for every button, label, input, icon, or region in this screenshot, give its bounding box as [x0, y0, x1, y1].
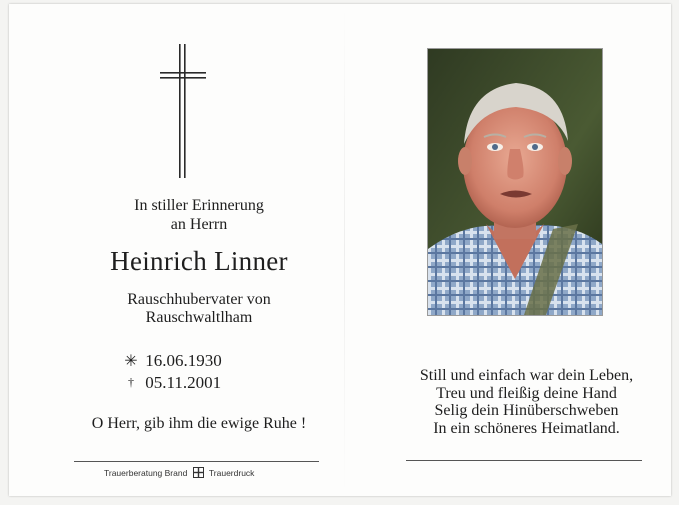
- verse-line-1: Still und einfach war dein Leben,: [419, 367, 634, 384]
- cross-icon: [160, 44, 206, 178]
- birth-star-icon: ✳: [124, 353, 138, 370]
- portrait-photo: [427, 48, 603, 316]
- publisher-imprint: [104, 467, 254, 478]
- memorial-verse: [404, 367, 649, 437]
- birth-date: 16.06.1930: [145, 351, 222, 370]
- publisher-print: Trauerdruck: [208, 468, 255, 478]
- left-divider: [74, 461, 319, 462]
- prayer-line: O Herr, gib ihm die ewige Ruhe !: [91, 415, 307, 432]
- life-dates: [121, 350, 222, 393]
- death-dagger-icon: †: [128, 375, 134, 389]
- verse-line-3: Selig dein Hinüberschweben: [434, 402, 619, 419]
- fold-line: [344, 4, 345, 496]
- cross-square-logo-icon: [193, 467, 204, 478]
- portrait-image: [428, 49, 602, 315]
- publisher-name: Trauerberatung Brand: [104, 468, 188, 478]
- deceased-role: [89, 291, 309, 327]
- memory-line-2: an Herrn: [170, 216, 228, 233]
- memory-heading: [109, 196, 289, 234]
- role-line-2: Rauschwaltlham: [145, 309, 253, 326]
- death-date: 05.11.2001: [145, 373, 222, 392]
- role-line-1: Rauschhubervater von: [127, 291, 271, 308]
- memorial-card: [9, 4, 671, 496]
- verse-line-2: Treu und fleißig deine Hand: [436, 384, 617, 402]
- verse-line-4: In ein schöneres Heimatland.: [433, 419, 620, 437]
- death-row: [121, 372, 222, 393]
- deceased-name: Heinrich Linner: [110, 246, 288, 276]
- right-divider: [406, 460, 642, 461]
- birth-row: [121, 350, 222, 372]
- memory-line-1: In stiller Erinnerung: [134, 197, 264, 214]
